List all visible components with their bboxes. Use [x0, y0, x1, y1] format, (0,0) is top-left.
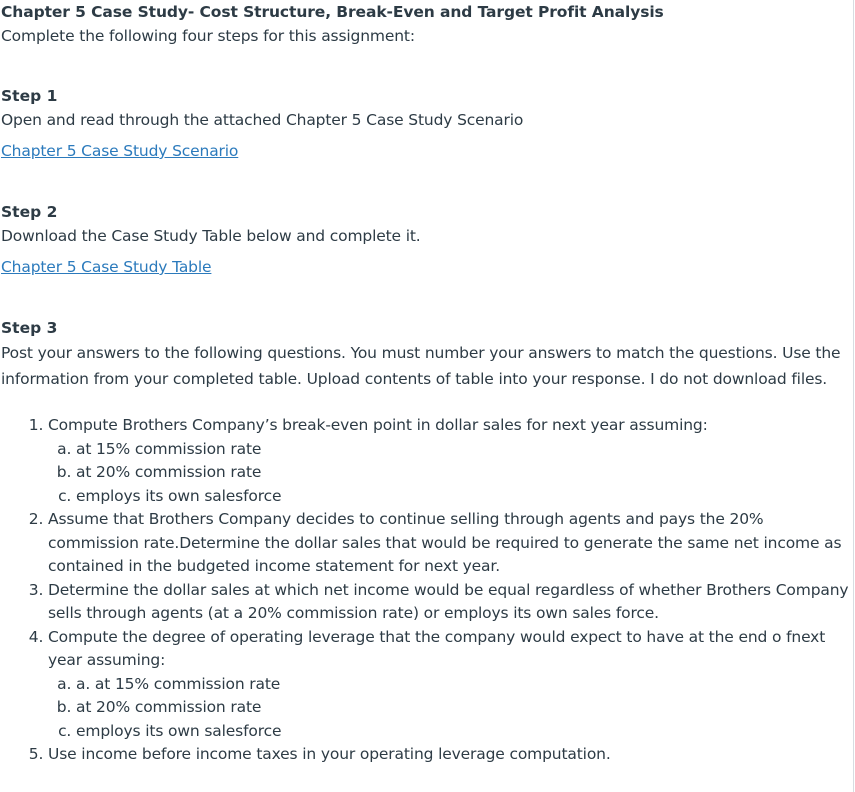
step-1-text: Open and read through the attached Chapter 5 Case Study Scenario	[1, 111, 524, 129]
sub-item: a. at 15% commission rate	[76, 438, 853, 462]
step-2-text: Download the Case Study Table below and complete it.	[1, 227, 421, 245]
question-1-text: Compute Brothers Company’s break-even point in dollar sales for next year assuming:	[48, 416, 708, 434]
intro-text: Complete the following four steps for this assignment:	[1, 27, 415, 45]
step-2-heading: Step 2	[1, 203, 58, 221]
question-item	[48, 508, 853, 579]
step-1-heading: Step 1	[1, 87, 58, 105]
step-3-text: Post your answers to the following questions. You must number your answers to match the questions. Use the information from your completed table. Upload contents of table into your response. I do not download files.	[1, 344, 841, 388]
question-3-text: Determine the dollar sales at which net income would be equal regardless of whether Brothers Company sells through agents (at a 20% commission rate) or employs its own sales force.	[48, 580, 849, 622]
question-1-sublist	[48, 438, 853, 509]
question-item	[48, 743, 853, 767]
questions-list	[1, 414, 853, 767]
question-4-text: Compute the degree of operating leverage that the company would expect to have at the end o fnext year assuming:	[48, 627, 826, 669]
question-item	[48, 626, 853, 744]
question-item	[48, 579, 853, 626]
sub-item: a. a. at 15% commission rate	[76, 673, 853, 697]
sub-item: b. at 20% commission rate	[76, 696, 853, 720]
question-item	[48, 414, 853, 508]
content-right-border	[853, 0, 854, 792]
assignment-title: Chapter 5 Case Study- Cost Structure, Break-Even and Target Profit Analysis	[1, 3, 664, 21]
sub-item: c. employs its own salesforce	[76, 720, 853, 744]
case-study-scenario-link[interactable]: Chapter 5 Case Study Scenario	[1, 142, 239, 160]
case-study-table-link[interactable]: Chapter 5 Case Study Table	[1, 258, 212, 276]
question-4-sublist	[48, 673, 853, 744]
question-2-text: Assume that Brothers Company decides to continue selling through agents and pays the 20% commission rate.Determine the dollar sales that would be required to generate the same net income as contained in the budgeted income statement for next year.	[48, 510, 842, 575]
step-3-heading: Step 3	[1, 319, 58, 337]
sub-item: b. at 20% commission rate	[76, 461, 853, 485]
sub-item: c. employs its own salesforce	[76, 485, 853, 509]
assignment-content	[1, 0, 853, 767]
question-5-text: Use income before income taxes in your operating leverage computation.	[48, 745, 611, 763]
